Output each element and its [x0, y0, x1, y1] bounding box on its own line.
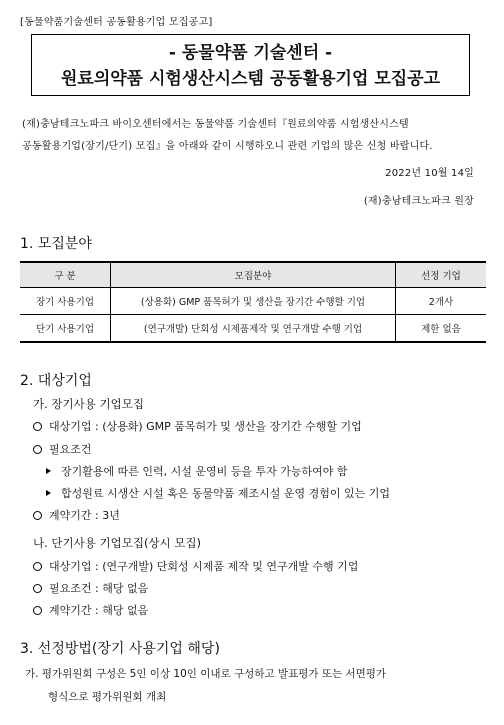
table-cell: 2개사 — [396, 288, 487, 315]
circle-bullet-icon — [33, 422, 42, 431]
triangle-bullet-icon — [46, 468, 51, 474]
section2a-heading: 가. 장기사용 기업모집 — [33, 397, 144, 411]
header-tag: [동물약품기술센터 공동활용기업 모집공고] — [20, 17, 213, 28]
list-item-text: 필요조건 — [49, 443, 92, 456]
circle-bullet-icon — [33, 606, 42, 615]
notice-signer: (재)충남테크노파크 원장 — [363, 196, 474, 207]
table-header-row — [20, 262, 486, 288]
table-cell: 제한 없음 — [396, 315, 487, 343]
section2b-heading: 나. 단기사용 기업모집(상시 모집) — [33, 536, 202, 550]
table-header-cell: 모집분야 — [111, 262, 396, 288]
section2-heading: 2. 대상기업 — [20, 373, 92, 389]
notice-date: 2022년 10월 14일 — [385, 168, 474, 179]
list-item-text: 계약기간 : 해당 없음 — [49, 604, 149, 617]
section1-heading: 1. 모집분야 — [20, 236, 92, 252]
triangle-bullet-icon — [46, 490, 51, 496]
sub-list-item — [46, 485, 390, 501]
circle-bullet-icon — [33, 562, 42, 571]
list-item-text: 필요조건 : 해당 없음 — [49, 582, 149, 595]
table-header-cell: 선정 기업 — [396, 262, 487, 288]
section3-heading: 3. 선정방법(장기 사용기업 해당) — [20, 641, 220, 657]
table-header-cell: 구 분 — [20, 262, 111, 288]
recruit-table — [20, 261, 486, 343]
table-row — [20, 315, 486, 343]
list-item — [33, 441, 92, 457]
list-item — [33, 507, 120, 523]
list-item-text: 대상기업 : (연구개발) 단회성 시제품 제작 및 연구개발 수행 기업 — [49, 560, 359, 573]
table-cell: (연구개발) 단회성 시제품제작 및 연구개발 수행 기업 — [111, 315, 396, 343]
title-line2: 원료의약품 시험생산시스템 공동활용기업 모집공고 — [60, 69, 441, 89]
intro-line2: 공동활용기업(장기/단기) 모집』을 아래와 같이 시행하오니 관련 기업의 많은 신청 바랍니다. — [22, 141, 433, 152]
sub-list-item — [46, 463, 348, 479]
list-item-text: 합성원료 시생산 시설 혹은 동물약품 제조시설 운영 경험이 있는 기업 — [61, 487, 390, 500]
section3-item-a-line2: 형식으로 평가위원회 개최 — [48, 691, 167, 703]
section3-item-a-line1: 가. 평가위원회 구성은 5인 이상 10인 이내로 구성하고 발표평가 또는 서면평가 — [25, 668, 387, 680]
list-item — [33, 580, 148, 596]
list-item — [33, 602, 148, 618]
table-cell: 단기 사용기업 — [20, 315, 111, 343]
list-item — [33, 558, 358, 574]
circle-bullet-icon — [33, 445, 42, 454]
list-item — [33, 418, 362, 434]
table-cell: (상용화) GMP 품목허가 및 생산을 장기간 수행할 기업 — [111, 288, 396, 315]
title-line1: - 동물약품 기술센터 - — [168, 43, 333, 63]
list-item-text: 대상기업 : (상용화) GMP 품목허가 및 생산을 장기간 수행할 기업 — [49, 420, 362, 433]
circle-bullet-icon — [33, 584, 42, 593]
table-row — [20, 288, 486, 315]
intro-line1: (재)충남테크노파크 바이오센터에서는 동물약품 기술센터『원료의약품 시험생산시스템 — [22, 119, 409, 130]
circle-bullet-icon — [33, 511, 42, 520]
list-item-text: 장기활용에 따른 인력, 시설 운영비 등을 투자 가능하여야 함 — [61, 465, 348, 478]
title-box — [31, 34, 470, 96]
list-item-text: 계약기간 : 3년 — [49, 509, 120, 522]
table-cell: 장기 사용기업 — [20, 288, 111, 315]
